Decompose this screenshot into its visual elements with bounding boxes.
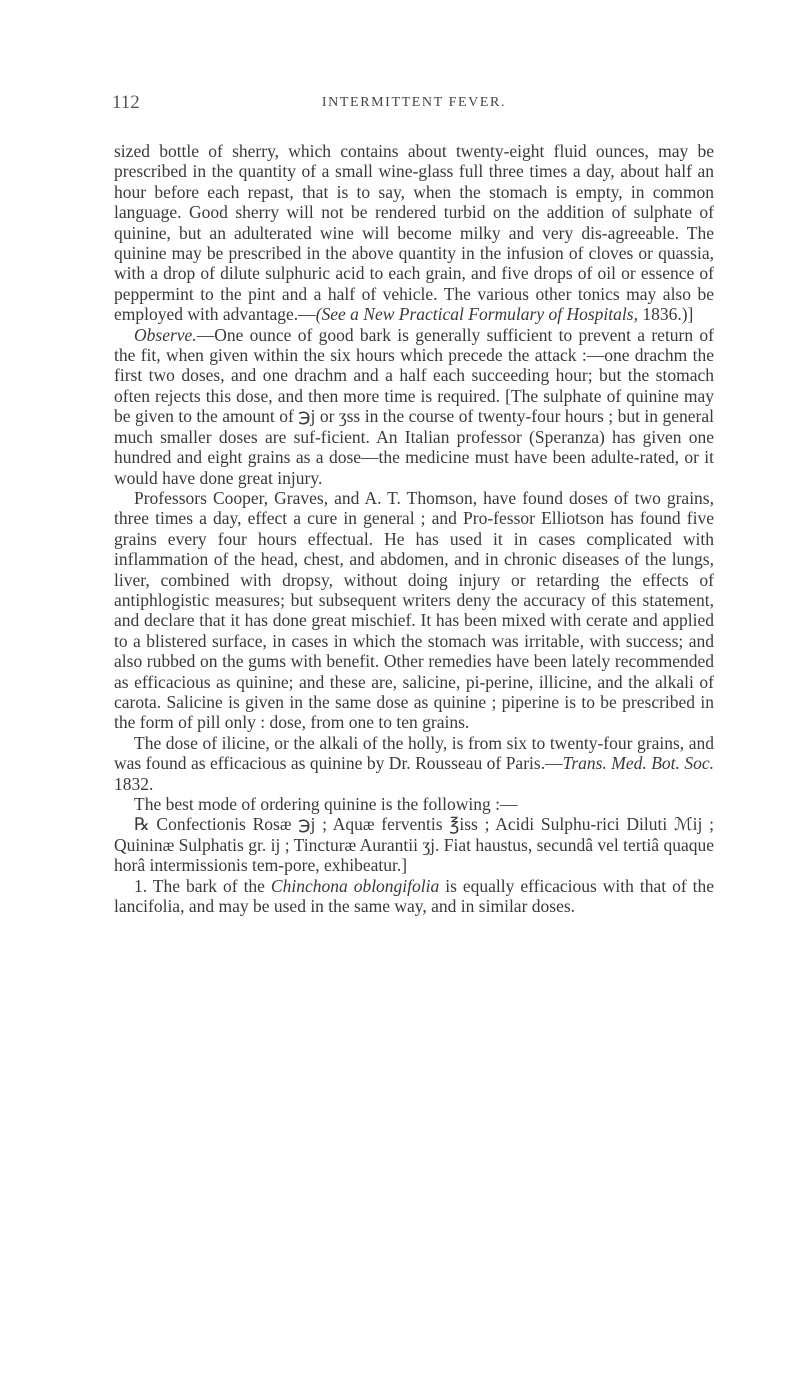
text-run: is equally efficacious with that of the lancifolia, and may be used in the same way, and in similar doses. xyxy=(114,875,714,917)
text-run: The dose of ilicine, or the alkali of the holly, is from six to twenty-four grains, and was found as efficacious as quinine by Dr. Rousseau of Paris.— xyxy=(114,732,714,774)
paragraph xyxy=(114,733,714,794)
text-run: —One ounce of good bark is generally sufficient to prevent a return of the fit, when given within the six hours which precede the attack :—one drachm the first two doses, and one drachm and a half each succeeding hour; but the stomach often rejects this dose, and then more time is required. [The sulphate of quinine may be given to the amount of ℈j or ʒss in the course of twenty-four hours ; but in general much smaller doses are suf-ficient. An Italian professor (Speranza) has given one hundred and eight grains as a dose—the medicine must have been adulte-rated, or it would have done great injury. xyxy=(114,324,714,488)
running-head xyxy=(112,92,716,114)
italic-text: Chinchona oblongifolia xyxy=(270,875,440,896)
text-run: 1836.)] xyxy=(637,304,694,325)
text-run: The best mode of ordering quinine is the following :— xyxy=(134,794,518,814)
italic-text: Observe. xyxy=(134,324,197,345)
italic-text: (See a New Practical Formulary of Hospitals, xyxy=(315,304,638,325)
text-run: ℞ Confectionis Rosæ ℈j ; Aquæ ferventis ℥iss ; Acidi Sulphu-rici Diluti ℳij ; Quininæ Sulphatis gr. ij ; Tincturæ Aurantii ʒj. Fiat haustus, secundâ vel tertiâ quaque horâ intermissionis tem-pore, exhibeatur.] xyxy=(114,814,714,876)
text-run: Professors Cooper, Graves, and A. T. Thomson, have found doses of two grains, three times a day, effect a cure in general ; and Pro-fessor Elliotson has found five grains every four hours effectual. He has used it in cases complicated with inflammation of the head, chest, and abdomen, and in chronic diseases of the lungs, liver, combined with dropsy, without doing injury or retarding the effects of antiphlogistic measures; but subsequent writers deny the accuracy of this statement, and declare that it has done great mischief. It has been mixed with cerate and applied to a blistered surface, in cases in which the stomach was irritable, with success; and also rubbed on the gums with benefit. Other remedies have been lately recommended as efficacious as quinine; and these are, salicine, pi-perine, illicine, and the alkali of carota. Salicine is given in the same dose as quinine ; piperine is to be prescribed in the form of pill only : dose, from one to ten grains. xyxy=(114,487,714,733)
paragraph xyxy=(114,141,714,325)
paragraph xyxy=(114,876,714,917)
paragraph xyxy=(114,814,714,875)
running-title: INTERMITTENT FEVER. xyxy=(321,95,507,110)
italic-text: Trans. Med. Bot. Soc. xyxy=(562,753,714,774)
paragraph xyxy=(114,794,714,814)
text-run: sized bottle of sherry, which contains about twenty-eight fluid ounces, may be prescribed in the quantity of a small wine-glass full three times a day, about half an hour before each repast, that is to say, when the stomach is empty, in common language. Good sherry will not be rendered turbid on the addition of sulphate of quinine, but an adulterated wine will become milky and very dis-agreeable. The quinine may be prescribed in the above quantity in the infusion of cloves or quassia, with a drop of dilute sulphuric acid to each grain, and five drops of oil or essence of peppermint to the pint and a half of vehicle. The various other tonics may also be employed with advantage.— xyxy=(114,141,714,325)
text-run: 1832. xyxy=(114,773,154,794)
page-number: 112 xyxy=(112,92,140,113)
paragraph xyxy=(114,488,714,733)
text-run: 1. The bark of the xyxy=(134,875,271,896)
paragraph xyxy=(114,325,714,488)
body-text xyxy=(114,141,714,916)
